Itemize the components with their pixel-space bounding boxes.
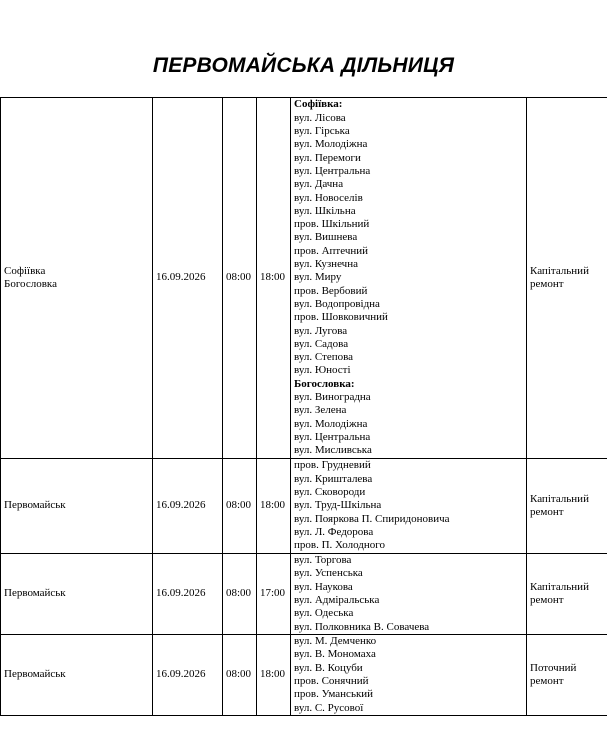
street-item: вул. Центральна (294, 430, 371, 443)
street-item: вул. Труд-Шкільна (294, 499, 382, 512)
start-time-cell (223, 635, 257, 716)
end-time-cell (257, 635, 291, 716)
street-item: вул. Новоселів (294, 191, 363, 204)
streets-cell (291, 635, 527, 716)
table-row (1, 459, 607, 554)
street-item: вул. Пояркова П. Спиридоновича (294, 512, 450, 525)
street-item: вул. Вишнева (294, 231, 358, 244)
street-list (294, 98, 523, 457)
settlement-name: Первомайськ (4, 499, 66, 512)
street-item: пров. Вербовий (294, 284, 368, 297)
start-time: 08:00 (226, 271, 252, 284)
work-type-cell (527, 459, 607, 554)
street-item: вул. Садова (294, 337, 349, 350)
end-time-cell (257, 98, 291, 459)
street-item: вул. Степова (294, 351, 354, 364)
group-heading: Богословка: (294, 377, 355, 390)
work-type: Капітальний ремонт (530, 264, 589, 290)
streets-cell (291, 98, 527, 459)
street-item: вул. М. Демченко (294, 635, 377, 648)
street-item: вул. Одеська (294, 607, 354, 620)
work-type: Капітальний ремонт (530, 580, 589, 606)
street-item: вул. Виноградна (294, 391, 371, 404)
outage-schedule-table (0, 97, 607, 716)
start-time: 08:00 (226, 499, 252, 512)
end-time: 17:00 (260, 587, 286, 600)
street-item: вул. Юності (294, 364, 351, 377)
street-item: вул. Наукова (294, 580, 353, 593)
street-item: пров. Грудневий (294, 459, 371, 472)
table-row (1, 635, 607, 716)
street-list (294, 554, 523, 634)
work-type-cell (527, 635, 607, 716)
street-item: вул. Перемоги (294, 151, 361, 164)
start-time: 08:00 (226, 587, 252, 600)
settlement-cell (1, 98, 153, 459)
end-time-cell (257, 554, 291, 635)
street-item: вул. Кузнечна (294, 258, 358, 271)
table-row (1, 554, 607, 635)
start-time-cell (223, 554, 257, 635)
settlement-name: Софіївка Богословка (4, 264, 57, 290)
street-list (294, 635, 523, 715)
work-type: Капітальний ремонт (530, 492, 589, 518)
street-item: вул. Миру (294, 271, 342, 284)
settlement-name: Первомайськ (4, 587, 66, 600)
streets-cell (291, 554, 527, 635)
settlement-name: Первомайськ (4, 668, 66, 681)
street-item: пров. Шовковичний (294, 311, 388, 324)
table-row (1, 98, 607, 459)
start-time-cell (223, 98, 257, 459)
end-time: 18:00 (260, 499, 286, 512)
street-item: вул. Гірська (294, 125, 350, 138)
street-item: пров. Аптечний (294, 244, 369, 257)
date-cell (153, 554, 223, 635)
street-item: вул. Центральна (294, 164, 371, 177)
street-item: пров. П. Холодного (294, 539, 386, 552)
date-cell (153, 459, 223, 554)
street-item: вул. В. Мономаха (294, 648, 376, 661)
settlement-cell (1, 459, 153, 554)
work-type-cell (527, 98, 607, 459)
start-time-cell (223, 459, 257, 554)
street-item: вул. Лугова (294, 324, 348, 337)
street-item: вул. Сковороди (294, 486, 366, 499)
street-item: вул. Лісова (294, 111, 346, 124)
street-item: вул. Успенська (294, 567, 363, 580)
street-item: вул. Мисливська (294, 444, 372, 457)
street-item: вул. Л. Федорова (294, 525, 374, 538)
work-type-cell (527, 554, 607, 635)
street-item: вул. С. Русової (294, 701, 364, 714)
start-time: 08:00 (226, 668, 252, 681)
date-cell (153, 98, 223, 459)
street-item: вул. Шкільна (294, 204, 356, 217)
settlement-cell (1, 635, 153, 716)
group-heading: Софіївка: (294, 98, 343, 111)
outage-date: 16.09.2026 (156, 499, 206, 512)
street-item: пров. Сонячний (294, 675, 369, 687)
end-time: 18:00 (260, 668, 286, 681)
street-item: вул. Водопровідна (294, 297, 380, 310)
street-item: вул. Зелена (294, 404, 347, 417)
street-item: вул. Молодіжна (294, 138, 368, 151)
settlement-cell (1, 554, 153, 635)
outage-date: 16.09.2026 (156, 668, 206, 681)
street-item: вул. В. Коцуби (294, 661, 363, 674)
page-title: ПЕРВОМАЙСЬКА ДІЛЬНИЦЯ (152, 54, 455, 77)
streets-cell (291, 459, 527, 554)
street-item: вул. Адміральська (294, 594, 380, 606)
street-item: пров. Шкільний (294, 218, 370, 231)
outage-date: 16.09.2026 (156, 271, 206, 284)
street-item: вул. Полковника В. Совачева (294, 620, 430, 633)
end-time-cell (257, 459, 291, 554)
outage-date: 16.09.2026 (156, 587, 206, 600)
end-time: 18:00 (260, 271, 286, 284)
street-item: пров. Уманський (294, 688, 374, 701)
date-cell (153, 635, 223, 716)
street-item: вул. Молодіжна (294, 417, 368, 430)
street-item: вул. Дачна (294, 178, 344, 191)
street-list (294, 459, 523, 552)
work-type: Поточний ремонт (530, 661, 577, 687)
street-item: вул. Кришталева (294, 472, 373, 485)
street-item: вул. Торгова (294, 554, 352, 567)
